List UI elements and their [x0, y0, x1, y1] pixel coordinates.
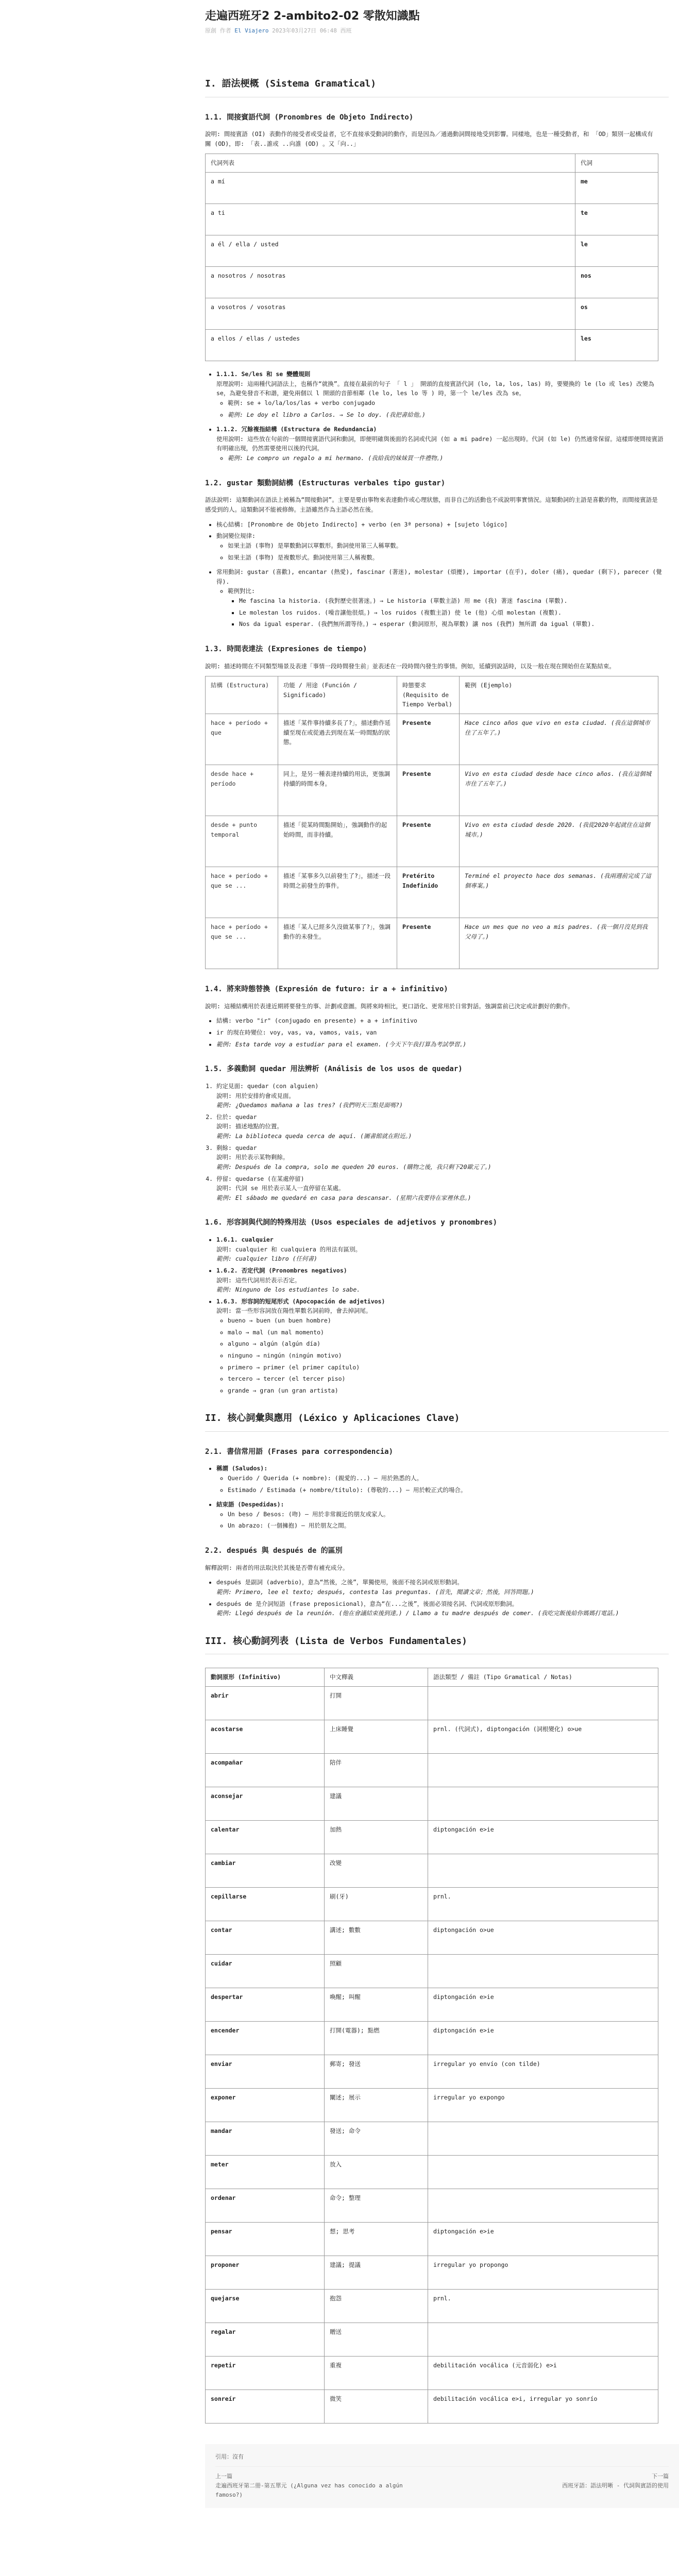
- footer-reference: 引用：沒有: [215, 2453, 244, 2460]
- table-row: [206, 1720, 658, 1753]
- table-cell: contar: [206, 1921, 325, 1954]
- item-title: 結束語 (Despedidas):: [216, 1501, 284, 1509]
- table-cell: diptongación e>ie: [428, 1820, 658, 1854]
- table-row: [206, 2256, 658, 2289]
- author-link[interactable]: El Viajero: [234, 27, 269, 34]
- item-text: 說明: 代詞 se 用於表示某人一直停留在某處。: [216, 1184, 345, 1192]
- table-cell: abrir: [206, 1686, 325, 1720]
- table-cell: 喚醒; 叫醒: [325, 1988, 428, 2021]
- section-1-3-title: 1.3. 時間表達法 (Expresiones de tiempo): [205, 645, 367, 653]
- table-cell: meter: [206, 2155, 325, 2189]
- table-cell: 打開: [325, 1686, 428, 1720]
- table-cell: Pretérito Indefinido: [397, 867, 460, 918]
- table-cell: a ti: [206, 204, 575, 235]
- section-1-4-title: 1.4. 將來時態替換 (Expresión de futuro: ir a + infinitivo): [205, 985, 448, 994]
- verbs-table-body: [206, 1686, 658, 2423]
- section-1-6-list: [205, 1235, 669, 1395]
- table-cell: Presente: [397, 765, 460, 816]
- list-item: [216, 1081, 669, 1110]
- table-cell: os: [575, 298, 658, 330]
- table-cell: Presente: [397, 816, 460, 867]
- table-row: [206, 714, 658, 765]
- table-cell: calentar: [206, 1820, 325, 1854]
- article-footer: [205, 2444, 679, 2508]
- table-row: [206, 2088, 658, 2122]
- sub-list: [216, 1316, 669, 1395]
- note-text: 原理說明: 這兩種代詞語法上，也稱作“就換”。直接在最前的句子 「 l 」 開頭的直接賓語代詞 (lo, la, los, las) 時，要變換的 le (lo 或 les) 改變為 se，為避免發音不和諧，避免兩個以 l 開頭的音節相鄰 (le lo, les lo 等 ) 時，第一个 le/les 改為 se。: [216, 380, 654, 397]
- table-row: [206, 1686, 658, 1720]
- table-cell: 描述「某件事持續多長了?」，描述動作延續至現在或從過去到現在某一時間點的狀態。: [278, 714, 397, 765]
- table-cell: hace + período + que: [206, 714, 278, 765]
- item-text: 說明: 當一些形容詞放在陽性單數名詞前時，會去掉詞尾。: [216, 1307, 372, 1315]
- time-expressions-table: [205, 676, 658, 969]
- table-row: [206, 298, 658, 330]
- table-cell: prnl. (代詞式), diptongación (詞根變化) o>ue: [428, 1720, 658, 1753]
- table-cell: diptongación o>ue: [428, 1921, 658, 1954]
- table-cell: irregular yo expongo: [428, 2088, 658, 2122]
- table-header: 代詞: [575, 154, 658, 173]
- list-item: [216, 1599, 669, 1618]
- table-cell: [428, 1854, 658, 1887]
- table-cell: regalar: [206, 2323, 325, 2356]
- table-cell: 放入: [325, 2155, 428, 2189]
- table-cell: nos: [575, 267, 658, 298]
- table-row: [206, 816, 658, 867]
- list-item: [216, 1297, 669, 1396]
- table-cell: [428, 1686, 658, 1720]
- list-item: ▪ Me fascina la historia. (我對歷史很著迷。) → Le historia (單數主語) 用 me (我) 著迷 fascina (單數).: [239, 596, 669, 606]
- list-item: ◦ Estimado / Estimada (+ nombre/título): (尊敬的...) — 用於較正式的場合。: [228, 1485, 669, 1495]
- list-item: ◦ malo → mal (un mal momento): [228, 1328, 669, 1337]
- item-example: 範例: Después de la compra, solo me queden 20 euros. (購物之後，我只剩下20歐元了。): [216, 1163, 491, 1171]
- table-cell: debilitación vocálica (元音弱化) e>i: [428, 2356, 658, 2389]
- article-title: 走遍西班牙2 2-ambito2-02 零散知識點: [205, 10, 420, 23]
- table-header: 語法類型 / 備註 (Tipo Gramatical / Notas): [428, 1668, 658, 1687]
- list-item: [216, 567, 669, 629]
- section-1-4-list: [205, 1016, 669, 1049]
- meta-prefix: 原創 作者: [205, 27, 231, 34]
- item-title: 1.6.2. 否定代詞 (Pronombres negativos): [216, 1266, 347, 1274]
- table-row: [206, 2055, 658, 2088]
- item-title: 剩餘: quedar: [216, 1144, 257, 1151]
- table-cell: 重複: [325, 2356, 428, 2389]
- table-cell: 改變: [325, 1854, 428, 1887]
- section-1-1-notes: [205, 369, 669, 463]
- table-cell: cambiar: [206, 1854, 325, 1887]
- table-row: [206, 1753, 658, 1787]
- table-cell: [428, 1954, 658, 1988]
- list-item: [216, 425, 669, 463]
- table-row: [206, 867, 658, 918]
- table-header: 動詞原形 (Infinitivo): [206, 1668, 325, 1687]
- item-example: 範例: La biblioteca queda cerca de aquí. (圖書館就在附近。): [216, 1132, 412, 1140]
- table-cell: cepillarse: [206, 1887, 325, 1921]
- table-cell: ordenar: [206, 2189, 325, 2222]
- table-cell: 建議; 提議: [325, 2256, 428, 2289]
- next-label: 下一篇: [652, 2473, 669, 2480]
- item-text: después 是副詞 (adverbio)，意為“然後，之後”，單獨使用，後面不接名詞或原形動詞。: [216, 1579, 463, 1586]
- table-row: [206, 2289, 658, 2323]
- item-example: 範例: ¿Quedamos mañana a las tres? (我們明天三點見面嗎?): [216, 1101, 403, 1109]
- prev-article[interactable]: [215, 2472, 421, 2499]
- table-cell: 上床睡覺: [325, 1720, 428, 1753]
- sub-list: [216, 453, 669, 463]
- table-row: [206, 1988, 658, 2021]
- table-cell: desde hace + período: [206, 765, 278, 816]
- table-cell: me: [575, 173, 658, 204]
- list-item: [228, 586, 669, 629]
- table-cell: [428, 2155, 658, 2189]
- table-cell: 打開(電器); 點燃: [325, 2021, 428, 2055]
- table-row: [206, 918, 658, 969]
- table-header: 時態要求 (Requisito de Tiempo Verbal): [397, 676, 460, 714]
- table-cell: cuidar: [206, 1954, 325, 1988]
- table-cell: 命令; 整理: [325, 2189, 428, 2222]
- table-cell: hace + período + que se ...: [206, 918, 278, 969]
- prev-title[interactable]: 走遍西班牙第二冊-第五單元 (¿Alguna vez has conocido a algún famoso?): [215, 2482, 403, 2499]
- table-cell: Hace un mes que no veo a mis padres. (我一個月沒見到我父母了。): [460, 918, 658, 969]
- list-item: • 範例: Esta tarde voy a estudiar para el examen. (今天下午我打算為考試學習。): [216, 1040, 669, 1049]
- table-header-row: [206, 676, 658, 714]
- table-row: [206, 1954, 658, 1988]
- prev-label: 上一篇: [215, 2473, 232, 2480]
- table-cell: quejarse: [206, 2289, 325, 2323]
- table-cell: mandar: [206, 2122, 325, 2155]
- verbs-table: [205, 1668, 658, 2424]
- table-cell: 贈送: [325, 2323, 428, 2356]
- table-cell: proponer: [206, 2256, 325, 2289]
- item-example: 範例: Llegó después de la reunión. (他在會議結束後到達。) / Llamo a tu madre después de comer. (我吃完飯後給你媽媽打電話。): [216, 1609, 619, 1617]
- list-item: [216, 531, 669, 562]
- table-cell: 講述; 數數: [325, 1921, 428, 1954]
- meta-date: 2023年03月27日 06:48 西班: [272, 27, 352, 34]
- section-2-1-list: [205, 1464, 669, 1531]
- table-cell: diptongación e>ie: [428, 2222, 658, 2256]
- table-cell: sonreír: [206, 2389, 325, 2423]
- table-cell: le: [575, 235, 658, 267]
- list-item: ◦ 範例: Le doy el libro a Carlos. → Se lo doy. (我把書給他。): [228, 410, 669, 420]
- table-cell: Vivo en esta ciudad desde 2020. (我從2020年起就住在這個城市。): [460, 816, 658, 867]
- table-row: [206, 1887, 658, 1921]
- footer-divider: [215, 2466, 669, 2467]
- table-header-row: [206, 154, 658, 173]
- page: [0, 9, 669, 2508]
- table-row: [206, 2323, 658, 2356]
- table-row: [206, 2021, 658, 2055]
- note-text: 使用說明: 這些放在句前的一個間接賓語代詞和動詞，即便明確與後面的名詞或代詞 (如 a mi padre) 一起出現時。代詞 (如 le) 仍然通常保留。這樣即便間接賓語有明確出現，仍然需要使用以後的代詞。: [216, 435, 664, 452]
- table-cell: a él / ella / usted: [206, 235, 575, 267]
- table-row: [206, 1854, 658, 1887]
- section-1-5-title: 1.5. 多義動詞 quedar 用法辨析 (Análisis de los usos de quedar): [205, 1065, 463, 1074]
- item-text: 說明: 這些代詞用於表示否定。: [216, 1276, 301, 1284]
- table-cell: [428, 2122, 658, 2155]
- table-cell: 照顧: [325, 1954, 428, 1988]
- table-header: 功能 / 用途 (Función / Significado): [278, 676, 397, 714]
- list-item: ▪ Le molestan los ruidos. (噪音讓他很煩。) → los ruidos (複數主語) 使 le (他) 心煩 molestan (複數).: [239, 608, 669, 618]
- section-1-title: I. 語法梗概 (Sistema Gramatical): [205, 76, 669, 97]
- table-cell: pensar: [206, 2222, 325, 2256]
- table-row: [206, 2356, 658, 2389]
- list-item: [216, 1235, 669, 1264]
- table-cell: 建議: [325, 1787, 428, 1820]
- table-cell: repetir: [206, 2356, 325, 2389]
- list-item: [216, 1143, 669, 1172]
- item-example: 範例: Ninguno de los estudiantes lo sabe.: [216, 1286, 361, 1294]
- section-1-4-paragraph: 說明: 這種結構用於表達近期將要發生的事、計劃或意圖。與將來時相比，更口語化、更常用於日常對話。強調當前已決定或計劃好的動作。: [205, 1002, 574, 1010]
- table-cell: 刷(牙): [325, 1887, 428, 1921]
- sub-list: [228, 596, 669, 629]
- note-title: 1.1.2. 冗餘複指結構 (Estructura de Redundancia): [216, 426, 377, 433]
- table-row: [206, 2189, 658, 2222]
- list-item: ◦ 範例: se + lo/la/los/las + verbo conjugado: [228, 398, 669, 408]
- table-cell: Presente: [397, 918, 460, 969]
- table-cell: 郵寄; 發送: [325, 2055, 428, 2088]
- table-row: [206, 267, 658, 298]
- table-cell: 陪伴: [325, 1753, 428, 1787]
- table-row: [206, 1787, 658, 1820]
- list-item: ◦ tercero → tercer (el tercer piso): [228, 1374, 669, 1384]
- table-header: 中文釋義: [325, 1668, 428, 1687]
- section-1-1-paragraph: 說明: 間接賓語 (OI) 表動作的接受者或受益者，它不直接承受動詞的動作，而是因為／通過動詞間接地受到影響。同樣地，也是一種受動者，和 「OD」類別一起構成有關 (OD)，即: 「表..誰或 ..向誰 (OD) 。又「向..」: [205, 130, 653, 147]
- table-cell: enviar: [206, 2055, 325, 2088]
- table-cell: diptongación e>ie: [428, 2021, 658, 2055]
- table-cell: 抱怨: [325, 2289, 428, 2323]
- section-1-3-paragraph: 說明: 描述時間在不同類型場景及表達「事情一段時間發生前」並表述在一段時間內發生的事情。例如，延續到說話時，以及一般在現在開始但在某點結束。: [205, 662, 615, 670]
- list-item: [216, 1174, 669, 1203]
- list-item: ◦ bueno → buen (un buen hombre): [228, 1316, 669, 1326]
- table-cell: 同上，是另一種表達持續的用法，更強調持續的時間本身。: [278, 765, 397, 816]
- article-header: [205, 9, 659, 35]
- list-label: 動詞變位規律:: [216, 532, 256, 540]
- item-example: 範例: Primero, lee el texto; después, contesta las preguntas. (首先，閱讀文章；然後，回答問題。): [216, 1588, 534, 1596]
- sub-list: [216, 398, 669, 419]
- list-item: [216, 369, 669, 419]
- table-cell: prnl.: [428, 2289, 658, 2323]
- table-cell: a vosotros / vosotras: [206, 298, 575, 330]
- table-cell: exponer: [206, 2088, 325, 2122]
- table-row: [206, 2155, 658, 2189]
- list-item: [216, 1500, 669, 1531]
- table-cell: 闡述; 展示: [325, 2088, 428, 2122]
- table-row: [206, 2222, 658, 2256]
- next-article[interactable]: [463, 2472, 669, 2499]
- list-item: ◦ primero → primer (el primer capítulo): [228, 1363, 669, 1372]
- section-1-1-title: 1.1. 間接賓語代詞 (Pronombres de Objeto Indirecto): [205, 113, 414, 122]
- list-item: [216, 1112, 669, 1141]
- table-cell: 想; 思考: [325, 2222, 428, 2256]
- section-2-1-title: 2.1. 書信常用語 (Frases para correspondencia): [205, 1447, 394, 1456]
- item-text: 說明: 描述地點的位置。: [216, 1123, 283, 1130]
- table-cell: acompañar: [206, 1753, 325, 1787]
- list-item: ◦ Un beso / Besos: (吻) — 用於非常親近的朋友或家人。: [228, 1510, 669, 1519]
- table-cell: [428, 2323, 658, 2356]
- table-cell: les: [575, 330, 658, 361]
- table-header: 代詞列表: [206, 154, 575, 173]
- table-cell: aconsejar: [206, 1787, 325, 1820]
- item-text: 說明: 用於表示某物剩餘。: [216, 1154, 289, 1161]
- table-cell: Vivo en esta ciudad desde hace cinco años. (我在這個城市住了五年了。): [460, 765, 658, 816]
- table-cell: 加熱: [325, 1820, 428, 1854]
- item-title: 稱謂 (Saludos):: [216, 1465, 268, 1472]
- list-item: ◦ Querido / Querida (+ nombre): (親愛的...) — 用於熟悉的人。: [228, 1473, 669, 1483]
- table-row: [206, 173, 658, 204]
- next-title[interactable]: 西班牙語：語法明晰 - 代詞與賓語的使用: [562, 2482, 669, 2489]
- table-cell: 發送; 命令: [325, 2122, 428, 2155]
- table-cell: encender: [206, 2021, 325, 2055]
- table-row: [206, 235, 658, 267]
- table-cell: 描述「從某時間點開始」，強調動作的起始時間，而非持續。: [278, 816, 397, 867]
- list-item: ◦ ninguno → ningún (ningún motivo): [228, 1351, 669, 1361]
- item-title: 約定見面: quedar (con alguien): [216, 1082, 319, 1090]
- item-text: 說明: cualquier 和 cualquiera 的用法有區別。: [216, 1245, 362, 1253]
- footer-nav: [215, 2472, 669, 2499]
- list-item: ◦ 如果主語 (事物) 是單數動詞以單數形。動詞使用第三人稱單數。: [228, 541, 669, 551]
- list-label: 常用動詞: gustar (喜歡), encantar (熱愛), fascinar (著迷), molestar (煩擾), importar (在乎), doler (痛), quedar (剩下), parecer (覺得).: [216, 568, 662, 585]
- table-cell: diptongación e>ie: [428, 1988, 658, 2021]
- section-2-title: II. 核心詞彙與應用 (Léxico y Aplicaciones Clave): [205, 1411, 669, 1431]
- table-cell: [428, 1753, 658, 1787]
- table-row: [206, 1921, 658, 1954]
- pronoun-table: [205, 154, 658, 361]
- table-cell: a nosotros / nosotras: [206, 267, 575, 298]
- table-row: [206, 2389, 658, 2423]
- table-cell: irregular yo propongo: [428, 2256, 658, 2289]
- table-cell: 描述「某人已經多久沒做某事了?」，強調動作的未發生。: [278, 918, 397, 969]
- table-row: [206, 204, 658, 235]
- table-cell: 描述「某事多久以前發生了?」，描述一段時間之前發生的事件。: [278, 867, 397, 918]
- note-title: 1.1.1. Se/les 和 se 變體規則: [216, 370, 311, 378]
- list-item: • 核心結構: [Pronombre de Objeto Indirecto] + verbo (en 3ª persona) + [sujeto lógico]: [216, 520, 669, 530]
- section-2-2-title: 2.2. después 與 después de 的區別: [205, 1547, 343, 1555]
- table-cell: prnl.: [428, 1887, 658, 1921]
- sub-list: [216, 1473, 669, 1495]
- sub-list: [216, 586, 669, 629]
- section-3-title: III. 核心動詞列表 (Lista de Verbos Fundamentales): [205, 1634, 669, 1654]
- sub-list: [216, 541, 669, 562]
- section-1-2-list: [205, 520, 669, 629]
- section-2-2-paragraph: 解釋說明: 兩者的用法取決於其後是否帶有補充成分。: [205, 1564, 349, 1571]
- list-item: ◦ 如果主語 (事物) 是複數形式。動詞使用第三人稱複數。: [228, 553, 669, 563]
- table-cell: desde + punto temporal: [206, 816, 278, 867]
- table-cell: Presente: [397, 714, 460, 765]
- table-cell: acostarse: [206, 1720, 325, 1753]
- table-cell: 微笑: [325, 2389, 428, 2423]
- table-cell: hace + período + que se ...: [206, 867, 278, 918]
- table-cell: [428, 2189, 658, 2222]
- list-item: ◦ alguno → algún (algún día): [228, 1339, 669, 1349]
- table-row: [206, 765, 658, 816]
- item-title: 停留: quedarse (在某處停留): [216, 1175, 304, 1182]
- table-cell: Terminé el proyecto hace dos semanas. (我兩週前完成了這個專案。): [460, 867, 658, 918]
- article-meta: [205, 26, 659, 36]
- list-item: [216, 1266, 669, 1295]
- section-1-2-paragraph: 語法說明: 這類動詞在語法上被稱為“間接動詞”。主要是要由事物來表達動作或心理狀態，而非自己的活動也不成說明事實情況。這類動詞的主語是喜歡的物，而間接賓語是感受到的人。這類動詞不能被修飾。主語雖然作為主語必然在後。: [205, 496, 658, 514]
- article-body: [205, 76, 669, 2423]
- table-cell: a mí: [206, 173, 575, 204]
- section-1-5-list: [205, 1081, 669, 1203]
- item-example: 範例: El sábado me quedaré en casa para descansar. (星期六我要待在家裡休息。): [216, 1194, 471, 1201]
- item-title: 1.6.3. 形容詞的短尾形式 (Apocopación de adjetivos): [216, 1297, 385, 1305]
- list-item: • ir 的現在時變位: voy, vas, va, vamos, vais, van: [216, 1028, 669, 1038]
- table-cell: te: [575, 204, 658, 235]
- list-item: [216, 1464, 669, 1495]
- list-label: 範例對比:: [228, 587, 255, 595]
- item-title: 1.6.1. cualquier: [216, 1236, 274, 1244]
- table-cell: despertar: [206, 1988, 325, 2021]
- table-cell: Hace cinco años que vivo en esta ciudad. (我在這個城市住了五年了。): [460, 714, 658, 765]
- item-title: 位於: quedar: [216, 1113, 257, 1121]
- table-cell: irregular yo envío (con tilde): [428, 2055, 658, 2088]
- table-cell: a ellos / ellas / ustedes: [206, 330, 575, 361]
- list-item: • 結構: verbo "ir" (conjugado en presente) + a + infinitivo: [216, 1016, 669, 1026]
- table-row: [206, 1820, 658, 1854]
- table-cell: debilitación vocálica e>i, irregular yo sonrío: [428, 2389, 658, 2423]
- table-header: 結構 (Estructura): [206, 676, 278, 714]
- section-2-2-list: [205, 1578, 669, 1618]
- table-row: [206, 330, 658, 361]
- item-example: 範例: cualquier libro (任何書): [216, 1255, 317, 1263]
- section-1-6-title: 1.6. 形容詞與代詞的特殊用法 (Usos especiales de adjetivos y pronombres): [205, 1218, 498, 1227]
- item-text: 說明: 用於安排約會或見面。: [216, 1092, 295, 1099]
- table-header: 範例 (Ejemplo): [460, 676, 658, 714]
- sub-list: [216, 1510, 669, 1531]
- item-text: después de 是介詞短語 (frase preposicional)，意為“在...之後”，後面必須接名詞、代詞或原形動詞。: [216, 1600, 518, 1607]
- list-item: ◦ grande → gran (un gran artista): [228, 1386, 669, 1396]
- list-item: [216, 1578, 669, 1597]
- list-item: ◦ Un abrazo: (一個擁抱) — 用於朋友之間。: [228, 1521, 669, 1531]
- section-1-2-title: 1.2. gustar 類動詞結構 (Estructuras verbales tipo gustar): [205, 479, 446, 487]
- table-cell: [428, 1787, 658, 1820]
- list-item: ▪ Nos da igual esperar. (我們無所謂等待。) → esperar (動詞原形，視為單數) 讓 nos (我們) 無所謂 da igual (單數).: [239, 619, 669, 629]
- list-item: ◦ 範例: Le compro un regalo a mi hermano. (我給我的妹妹買一件禮物。): [228, 453, 669, 463]
- table-row: [206, 2122, 658, 2155]
- table-header-row: [206, 1668, 658, 1687]
